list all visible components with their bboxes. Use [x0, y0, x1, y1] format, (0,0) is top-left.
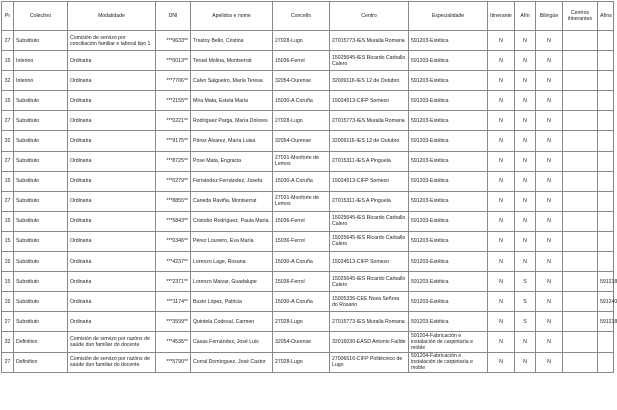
cell-bilingue: N	[536, 111, 563, 131]
table-row	[2, 91, 614, 111]
cell-pr: 32	[2, 332, 14, 352]
cell-colectivo: Definitivo	[14, 352, 68, 372]
cell-apelidos-nome: Quintela Codesal, Carmen	[191, 312, 273, 332]
table-row	[2, 332, 614, 352]
cell-centro: 32009116-IES 12 de Outubro	[330, 131, 409, 151]
cell-pr: 27	[2, 111, 14, 131]
cell-modalidade: Ordinaria	[68, 312, 156, 332]
cell-modalidade: Comisión de servizo por razóns de saúde dun familiar do docente	[68, 352, 156, 372]
cell-bilingue: N	[536, 292, 563, 312]
cell-concello: 32054-Ourense	[273, 131, 330, 151]
cell-afins	[598, 191, 614, 211]
cell-modalidade: Ordinaria	[68, 292, 156, 312]
cell-concello: 32054-Ourense	[273, 71, 330, 91]
cell-colectivo: Substituto	[14, 272, 68, 292]
cell-centro: 27015311-IES A Pinguela	[330, 151, 409, 171]
header-afin: Afín	[515, 2, 536, 31]
cell-dni: ***8725**	[156, 151, 191, 171]
cell-afins	[598, 332, 614, 352]
cell-apelidos-nome: Lorenzo Maivar, Guadalupe	[191, 272, 273, 292]
header-itinerante: Itinerante	[488, 2, 515, 31]
cell-apelidos-nome: Busto López, Patricia	[191, 292, 273, 312]
cell-modalidade: Ordinaria	[68, 151, 156, 171]
cell-itinerante: N	[488, 231, 515, 251]
cell-dni: ***0221**	[156, 111, 191, 131]
cell-modalidade: Ordinaria	[68, 71, 156, 91]
cell-apelidos-nome: Fernández Fernández, Josefa	[191, 171, 273, 191]
cell-dni: ***4535**	[156, 332, 191, 352]
cell-itinerante: N	[488, 272, 515, 292]
table-row	[2, 312, 614, 332]
header-centro: Centro	[330, 2, 409, 31]
table-row	[2, 51, 614, 71]
cell-pr: 15	[2, 51, 14, 71]
cell-apelidos-nome: Casas Fernández, José Luis	[191, 332, 273, 352]
cell-centro: 15024513-CIFP Someso	[330, 91, 409, 111]
cell-especialidade: 591203-Estética	[409, 51, 488, 71]
cell-centros-itinerantes	[563, 91, 598, 111]
cell-apelidos-nome: Mira Mata, Estela María	[191, 91, 273, 111]
header-row	[2, 2, 614, 31]
cell-itinerante: N	[488, 151, 515, 171]
cell-centros-itinerantes	[563, 292, 598, 312]
cell-pr: 27	[2, 31, 14, 51]
table-row	[2, 191, 614, 211]
cell-dni: ***0279**	[156, 171, 191, 191]
cell-centro: 32016030-EASD Antonio Faílde	[330, 332, 409, 352]
cell-apelidos-nome: Pérez Álvarez, María Luisa	[191, 131, 273, 151]
cell-afin: N	[515, 51, 536, 71]
cell-afin: N	[515, 31, 536, 51]
cell-centros-itinerantes	[563, 131, 598, 151]
cell-colectivo: Definitivo	[14, 332, 68, 352]
cell-afin: N	[515, 332, 536, 352]
cell-apelidos-nome: Teruel Molina, Montserrat	[191, 51, 273, 71]
cell-afin: N	[515, 91, 536, 111]
cell-centro: 27015773-IES Muralla Romana	[330, 312, 409, 332]
cell-afin: N	[515, 171, 536, 191]
cell-concello: 27028-Lugo	[273, 111, 330, 131]
cell-modalidade: Ordinaria	[68, 91, 156, 111]
cell-bilingue: N	[536, 151, 563, 171]
header-colectivo: Colectivo	[14, 2, 68, 31]
cell-centro: 27015311-IES A Pinguela	[330, 191, 409, 211]
cell-centros-itinerantes	[563, 231, 598, 251]
cell-afin: N	[515, 252, 536, 272]
cell-apelidos-nome: Lorenzo Lage, Rosana	[191, 252, 273, 272]
cell-centros-itinerantes	[563, 151, 598, 171]
cell-pr: 32	[2, 131, 14, 151]
cell-colectivo: Substituto	[14, 252, 68, 272]
cell-dni: ***2371**	[156, 272, 191, 292]
cell-bilingue: N	[536, 272, 563, 292]
cell-bilingue: N	[536, 332, 563, 352]
cell-centros-itinerantes	[563, 312, 598, 332]
cell-apelidos-nome: Rodríguez Parga, María Dolores	[191, 111, 273, 131]
cell-especialidade: 591203-Estética	[409, 312, 488, 332]
cell-bilingue: N	[536, 71, 563, 91]
cell-apelidos-nome: Calvo Salgueiro, María Teresa	[191, 71, 273, 91]
cell-centro: 15024513-CIFP Someso	[330, 252, 409, 272]
cell-apelidos-nome: Cristobo Rodríguez, Paula María	[191, 211, 273, 231]
cell-itinerante: N	[488, 252, 515, 272]
header-concello: Concello	[273, 2, 330, 31]
cell-modalidade: Ordinaria	[68, 51, 156, 71]
cell-especialidade: 591203-Estética	[409, 91, 488, 111]
cell-especialidade: 591203-Estética	[409, 211, 488, 231]
cell-centro: 27015773-IES Muralla Romana	[330, 111, 409, 131]
cell-pr: 27	[2, 151, 14, 171]
cell-dni: ***1174**	[156, 292, 191, 312]
cell-concello: 15036-Ferrol	[273, 51, 330, 71]
cell-afin: N	[515, 131, 536, 151]
table-row	[2, 292, 614, 312]
cell-itinerante: N	[488, 131, 515, 151]
cell-bilingue: N	[536, 51, 563, 71]
cell-bilingue: N	[536, 231, 563, 251]
cell-concello: 15036-Ferrol	[273, 231, 330, 251]
cell-dni: ***4237**	[156, 252, 191, 272]
cell-modalidade: Ordinaria	[68, 211, 156, 231]
cell-afin: N	[515, 71, 536, 91]
cell-modalidade: Comisión de servizo por razóns de saúde dun familiar do docente	[68, 332, 156, 352]
cell-pr: 15	[2, 272, 14, 292]
cell-itinerante: N	[488, 91, 515, 111]
cell-afins	[598, 51, 614, 71]
cell-centro: 15025645-IES Ricardo Carballo Calero	[330, 231, 409, 251]
cell-apelidos-nome: Caneda Raviña, Montserrat	[191, 191, 273, 211]
header-modalidade: Modalidade	[68, 2, 156, 31]
cell-afins: 591218	[598, 272, 614, 292]
header-especialidade: Especialidade	[409, 2, 488, 31]
cell-dni: ***2155**	[156, 91, 191, 111]
cell-pr: 32	[2, 71, 14, 91]
table-row	[2, 211, 614, 231]
assignments-table	[1, 1, 617, 373]
cell-especialidade: 591203-Estética	[409, 71, 488, 91]
cell-apelidos-nome: Corral Domínguez, José Castor	[191, 352, 273, 372]
cell-concello: 15030-A Coruña	[273, 171, 330, 191]
table-row	[2, 151, 614, 171]
cell-itinerante: N	[488, 352, 515, 372]
header-dni: DNI	[156, 2, 191, 31]
cell-concello: 15036-Ferrol	[273, 211, 330, 231]
cell-especialidade: 591203-Estética	[409, 231, 488, 251]
cell-especialidade: 591203-Estética	[409, 292, 488, 312]
cell-bilingue: N	[536, 31, 563, 51]
cell-colectivo: Substituto	[14, 111, 68, 131]
cell-dni: ***0346**	[156, 231, 191, 251]
cell-itinerante: N	[488, 51, 515, 71]
cell-bilingue: N	[536, 91, 563, 111]
cell-afins	[598, 171, 614, 191]
cell-itinerante: N	[488, 312, 515, 332]
cell-centros-itinerantes	[563, 352, 598, 372]
cell-itinerante: N	[488, 171, 515, 191]
cell-modalidade: Comisión de servizo por conciliación familiar e laboral tipo 1	[68, 31, 156, 51]
cell-especialidade: 591204-Fabricación e instalación de carpintaría e moble	[409, 332, 488, 352]
header-pr: Pr	[2, 2, 14, 31]
cell-modalidade: Ordinaria	[68, 231, 156, 251]
cell-colectivo: Substituto	[14, 292, 68, 312]
cell-afins	[598, 151, 614, 171]
table-body	[2, 31, 617, 373]
cell-centros-itinerantes	[563, 332, 598, 352]
table-row	[2, 171, 614, 191]
cell-bilingue: N	[536, 312, 563, 332]
cell-centro: 32009116-IES 12 de Outubro	[330, 71, 409, 91]
cell-concello: 27031-Monforte de Lemos	[273, 191, 330, 211]
cell-bilingue: N	[536, 131, 563, 151]
cell-concello: 15030-A Coruña	[273, 91, 330, 111]
cell-modalidade: Ordinaria	[68, 131, 156, 151]
table-row	[2, 272, 614, 292]
cell-especialidade: 591204-Fabricación e instalación de carpintaría e moble	[409, 352, 488, 372]
cell-modalidade: Ordinaria	[68, 171, 156, 191]
cell-centro: 15024513-CIFP Someso	[330, 171, 409, 191]
cell-afins	[598, 91, 614, 111]
cell-concello: 27031-Monforte de Lemos	[273, 151, 330, 171]
cell-centro: 15025645-IES Ricardo Carballo Calero	[330, 51, 409, 71]
cell-concello: 15030-A Coruña	[273, 252, 330, 272]
cell-centros-itinerantes	[563, 171, 598, 191]
cell-itinerante: N	[488, 71, 515, 91]
cell-colectivo: Substituto	[14, 171, 68, 191]
cell-especialidade: 591203-Estética	[409, 171, 488, 191]
cell-afins	[598, 211, 614, 231]
header-bilingue: Bilingüe	[536, 2, 563, 31]
cell-especialidade: 591203-Estética	[409, 272, 488, 292]
cell-colectivo: Substituto	[14, 91, 68, 111]
cell-especialidade: 591203-Estética	[409, 151, 488, 171]
cell-afins	[598, 31, 614, 51]
cell-itinerante: N	[488, 332, 515, 352]
cell-especialidade: 591203-Estética	[409, 111, 488, 131]
cell-dni: ***9633**	[156, 31, 191, 51]
cell-centro: 27006516-CIFP Politécnico de Lugo	[330, 352, 409, 372]
table-row	[2, 131, 614, 151]
table-row	[2, 71, 614, 91]
header-apelidos-nome: Apelidos e nome	[191, 2, 273, 31]
cell-centro: 15025645-IES Ricardo Carballo Calero	[330, 211, 409, 231]
cell-bilingue: N	[536, 191, 563, 211]
cell-afins	[598, 231, 614, 251]
cell-dni: ***7706**	[156, 71, 191, 91]
cell-apelidos-nome: Pose Mata, Engracia	[191, 151, 273, 171]
cell-modalidade: Ordinaria	[68, 252, 156, 272]
cell-colectivo: Interino	[14, 51, 68, 71]
cell-afin: N	[515, 231, 536, 251]
cell-pr: 27	[2, 352, 14, 372]
cell-dni: ***3599**	[156, 312, 191, 332]
cell-modalidade: Ordinaria	[68, 191, 156, 211]
cell-pr: 15	[2, 292, 14, 312]
cell-afin: N	[515, 191, 536, 211]
cell-afin: S	[515, 272, 536, 292]
cell-apelidos-nome: Pérez Loureiro, Eva María	[191, 231, 273, 251]
cell-colectivo: Substituto	[14, 131, 68, 151]
cell-dni: ***8855**	[156, 191, 191, 211]
cell-afin: N	[515, 352, 536, 372]
cell-bilingue: N	[536, 252, 563, 272]
cell-centros-itinerantes	[563, 252, 598, 272]
cell-afin: N	[515, 211, 536, 231]
cell-afin: S	[515, 292, 536, 312]
cell-centros-itinerantes	[563, 272, 598, 292]
cell-dni: ***0013**	[156, 51, 191, 71]
cell-centros-itinerantes	[563, 31, 598, 51]
cell-afins	[598, 352, 614, 372]
cell-afins	[598, 71, 614, 91]
cell-modalidade: Ordinaria	[68, 111, 156, 131]
table-row	[2, 252, 614, 272]
cell-colectivo: Substituto	[14, 191, 68, 211]
cell-bilingue: N	[536, 352, 563, 372]
cell-itinerante: N	[488, 191, 515, 211]
cell-pr: 27	[2, 312, 14, 332]
cell-especialidade: 591203-Estética	[409, 31, 488, 51]
cell-colectivo: Substituto	[14, 151, 68, 171]
table-row	[2, 31, 614, 51]
cell-itinerante: N	[488, 211, 515, 231]
cell-modalidade: Ordinaria	[68, 272, 156, 292]
cell-pr: 15	[2, 252, 14, 272]
cell-pr: 15	[2, 231, 14, 251]
cell-concello: 15036-Ferrol	[273, 272, 330, 292]
table-row	[2, 111, 614, 131]
table-row	[2, 352, 614, 372]
cell-centros-itinerantes	[563, 71, 598, 91]
cell-afins: 591218	[598, 312, 614, 332]
cell-colectivo: Substituto	[14, 211, 68, 231]
cell-colectivo: Substituto	[14, 31, 68, 51]
cell-afin: N	[515, 151, 536, 171]
cell-especialidade: 591203-Estética	[409, 252, 488, 272]
cell-pr: 15	[2, 211, 14, 231]
cell-afin: N	[515, 111, 536, 131]
cell-afins: 591240	[598, 292, 614, 312]
cell-itinerante: N	[488, 111, 515, 131]
cell-pr: 15	[2, 91, 14, 111]
cell-afins	[598, 131, 614, 151]
cell-dni: ***5843**	[156, 211, 191, 231]
cell-centro: 15025645-IES Ricardo Carballo Calero	[330, 272, 409, 292]
cell-itinerante: N	[488, 31, 515, 51]
cell-centro: 27015773-IES Muralla Romana	[330, 31, 409, 51]
cell-itinerante: N	[488, 292, 515, 312]
header-afins: Afíns	[598, 2, 614, 31]
cell-concello: 32054-Ourense	[273, 332, 330, 352]
table-row	[2, 231, 614, 251]
cell-bilingue: N	[536, 171, 563, 191]
cell-especialidade: 591203-Estética	[409, 131, 488, 151]
cell-centros-itinerantes	[563, 211, 598, 231]
cell-dni: ***9175**	[156, 131, 191, 151]
cell-concello: 27028-Lugo	[273, 312, 330, 332]
cell-centros-itinerantes	[563, 191, 598, 211]
cell-centros-itinerantes	[563, 51, 598, 71]
cell-dni: ***5790**	[156, 352, 191, 372]
cell-concello: 27028-Lugo	[273, 31, 330, 51]
cell-concello: 27028-Lugo	[273, 352, 330, 372]
cell-colectivo: Interino	[14, 71, 68, 91]
cell-pr: 15	[2, 171, 14, 191]
cell-pr: 27	[2, 191, 14, 211]
header-centros-itinerantes: Centros itinerantes	[563, 2, 598, 31]
cell-afin: S	[515, 312, 536, 332]
cell-afins	[598, 111, 614, 131]
cell-apelidos-nome: Trastoy Bello, Cristina	[191, 31, 273, 51]
cell-colectivo: Substituto	[14, 231, 68, 251]
cell-centro: 15005336-CEE Nosa Señora do Rosario	[330, 292, 409, 312]
cell-bilingue: N	[536, 211, 563, 231]
cell-concello: 15030-A Coruña	[273, 292, 330, 312]
cell-centros-itinerantes	[563, 111, 598, 131]
cell-afins	[598, 252, 614, 272]
cell-especialidade: 591203-Estética	[409, 191, 488, 211]
cell-colectivo: Substituto	[14, 312, 68, 332]
